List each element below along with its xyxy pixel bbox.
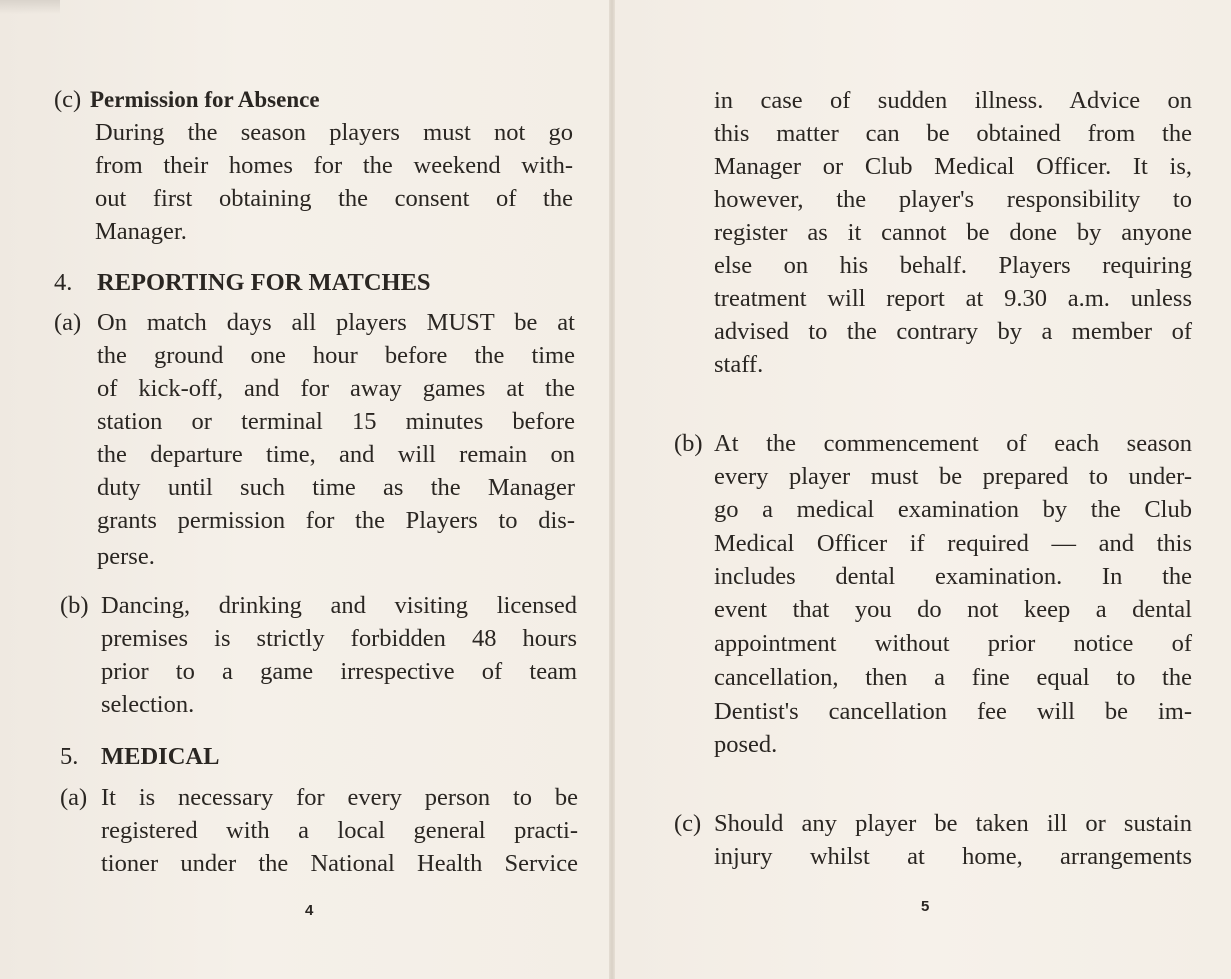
- item-5b-line: Medical Officer if required — and this: [714, 530, 1192, 557]
- item-5b-line: every player must be prepared to under-: [714, 463, 1192, 490]
- item-4b-line: prior to a game irrespective of team: [101, 658, 577, 685]
- item-5b-label: (b): [674, 430, 703, 457]
- medical-continued-line: register as it cannot be done by anyone: [714, 219, 1192, 246]
- item-4a-line: grants permission for the Players to dis-: [97, 507, 575, 534]
- medical-continued-line: else on his behalf. Players requiring: [714, 252, 1192, 279]
- item-4a-label: (a): [54, 309, 82, 336]
- item-4a-line: the ground one hour before the time: [97, 342, 575, 369]
- item-5b-line: posed.: [714, 731, 778, 758]
- section-c-label: (c): [54, 86, 82, 113]
- item-5b-line: At the commencement of each season: [714, 430, 1192, 457]
- item-5c-line: injury whilst at home, arrangements: [714, 843, 1192, 870]
- medical-continued-line: this matter can be obtained from the: [714, 120, 1192, 147]
- item-4a-line: the departure time, and will remain on: [97, 441, 575, 468]
- section-c-line: Manager.: [95, 218, 187, 245]
- medical-continued-line: advised to the contrary by a member of: [714, 318, 1192, 345]
- page-corner-shadow: [0, 0, 60, 14]
- item-5b-line: go a medical examination by the Club: [714, 496, 1192, 523]
- section-c-line: out first obtaining the consent of the: [95, 185, 573, 212]
- item-5a-line: It is necessary for every person to be: [101, 784, 578, 811]
- item-5b-line: event that you do not keep a dental: [714, 596, 1192, 623]
- item-4b-label: (b): [60, 592, 89, 619]
- item-4b-line: Dancing, drinking and visiting licensed: [101, 592, 577, 619]
- item-5b-line: Dentist's cancellation fee will be im-: [714, 698, 1192, 725]
- item-5a-line: registered with a local general practi-: [101, 817, 578, 844]
- item-5b-line: appointment without prior notice of: [714, 630, 1192, 657]
- item-4a-line: of kick-off, and for away games at the: [97, 375, 575, 402]
- item-5b-line: cancellation, then a fine equal to the: [714, 664, 1192, 691]
- item-4a-line: station or terminal 15 minutes before: [97, 408, 575, 435]
- item-5a-line: tioner under the National Health Service: [101, 850, 578, 877]
- section-c-heading: Permission for Absence: [90, 87, 320, 112]
- section-5-heading: MEDICAL: [101, 743, 220, 770]
- item-5a-label: (a): [60, 784, 88, 811]
- medical-continued-line: however, the player's responsibility to: [714, 186, 1192, 213]
- item-4b-line: premises is strictly forbidden 48 hours: [101, 625, 577, 652]
- book-gutter: [609, 0, 615, 979]
- item-5c-line: Should any player be taken ill or sustain: [714, 810, 1192, 837]
- medical-continued-line: Manager or Club Medical Officer. It is,: [714, 153, 1192, 180]
- item-4a-line: perse.: [97, 543, 155, 570]
- section-4-heading: REPORTING FOR MATCHES: [97, 269, 431, 296]
- item-4b-line: selection.: [101, 691, 195, 718]
- section-5-number: 5.: [60, 743, 79, 770]
- page-number-right: 5: [921, 898, 930, 915]
- section-c-line: from their homes for the weekend with-: [95, 152, 573, 179]
- medical-continued-line: staff.: [714, 351, 764, 378]
- page-number-left: 4: [305, 902, 314, 919]
- section-c-line: During the season players must not go: [95, 119, 573, 146]
- medical-continued-line: treatment will report at 9.30 a.m. unless: [714, 285, 1192, 312]
- item-4a-line: On match days all players MUST be at: [97, 309, 575, 336]
- item-4a-line: duty until such time as the Manager: [97, 474, 575, 501]
- item-5b-line: includes dental examination. In the: [714, 563, 1192, 590]
- item-5c-label: (c): [674, 810, 702, 837]
- medical-continued-line: in case of sudden illness. Advice on: [714, 87, 1192, 114]
- section-4-number: 4.: [54, 269, 73, 296]
